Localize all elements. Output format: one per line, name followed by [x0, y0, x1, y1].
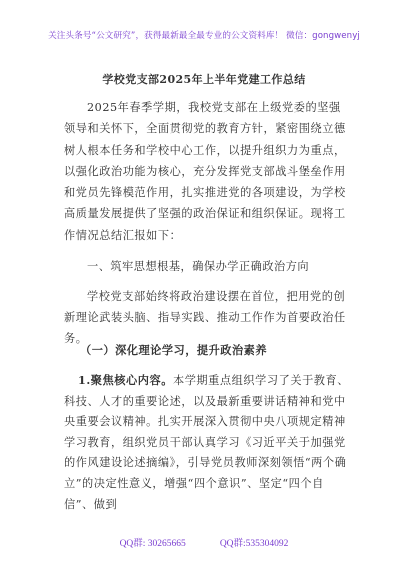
footer-qq-left: QQ群: 30265665: [119, 539, 186, 549]
intro-paragraph: 2025年春季学期，我校党支部在上级党委的坚强领导和关怀下，全面贯彻党的教育方针，紧密围绕立德树人根本任务和学校中心工作，以提升组织力为重点，以强化政治功能为核心，充分发挥党支部战斗堡垒作用和党员先锋模范作用，扎实推进党的各项建设，为学校高质量发展提供了坚强的政治保证和组织保证。现将工作情况总结汇报如下：: [64, 101, 346, 242]
section-1-heading: 一、筑牢思想根基，确保办学正确政治方向: [87, 260, 310, 273]
section-1-paragraph: 学校党支部始终将政治建设摆在首位，把用党的创新理论武装头脑、指导实践、推动工作作为首要政治任务。: [64, 290, 346, 345]
footer: [0, 535, 408, 549]
item-1-text: 本学期重点组织学习了关于教育、科技、人才的重要论述，以及最新重要讲话精神和党中央重要会议精神。扎实开展深入贯彻中央八项规定精神学习教育，组织党员干部认真学习《习近平关于加强党的作风建设论述摘编》，引导党员教师深刻领悟“两个确立”的决定性意义，增强“四个意识”、坚定“四个自信”、做到: [64, 374, 350, 511]
document-title: 学校党支部2025年上半年党建工作总结: [102, 73, 306, 86]
footer-qq-right: QQ群:535304092: [219, 539, 289, 549]
header-banner: 关注头条号“公文研究”，获得最新最全最专业的公文资料库！ 微信：gongwenyj: [48, 31, 360, 41]
item-1-paragraph: [64, 370, 352, 515]
item-1-lead: 1.聚焦核心内容。: [78, 373, 173, 387]
subsection-1-heading: （一）深化理论学习，提升政治素养: [80, 343, 268, 357]
